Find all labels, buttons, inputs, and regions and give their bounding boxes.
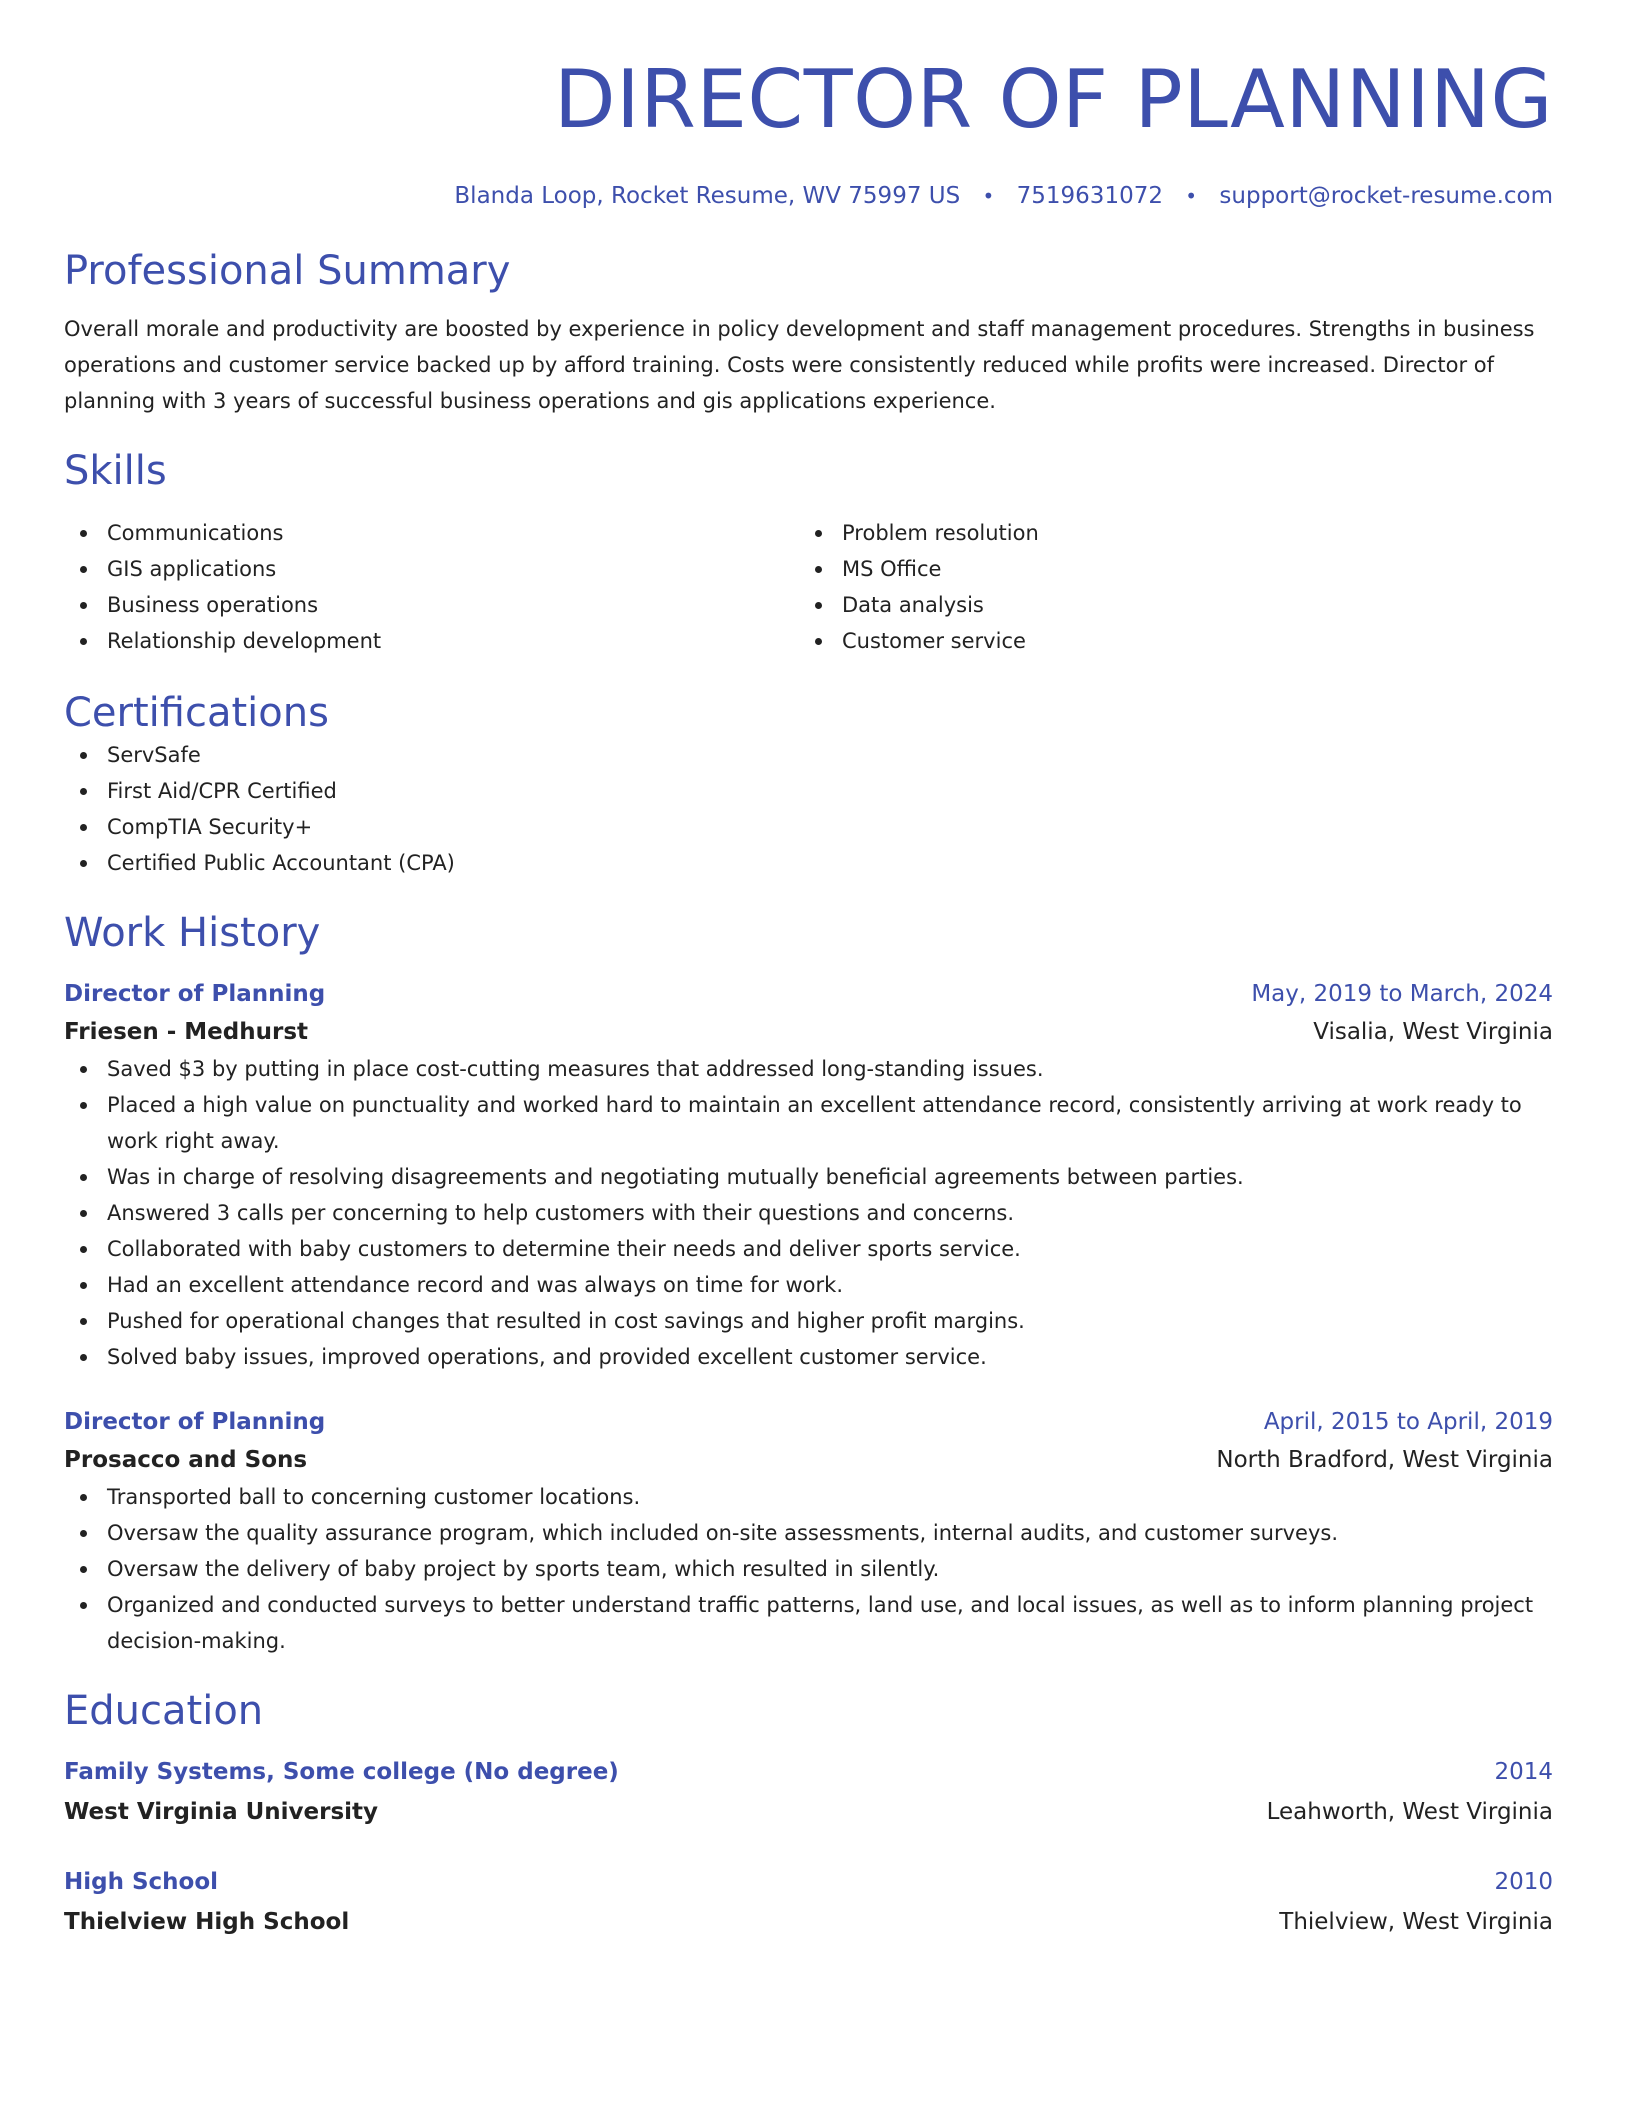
job-dates: April, 2015 to April, 2019 [1263, 1409, 1553, 1435]
summary-text: Overall morale and productivity are boosted by experience in policy development and staff management procedures. Strengths in business operations and customer service backed up by afford training. Costs were consistently reduced while profits were increased. Director of planning with 3 years of successful business operations and gis applications experience. [64, 317, 1535, 413]
contact-email[interactable]: support@rocket-resume.com [1219, 183, 1553, 209]
job-company: Prosacco and Sons [64, 1447, 308, 1473]
contact-separator: • [982, 184, 995, 208]
job-bullet: Placed a high value on punctuality and worked hard to maintain an excellent attendance record, consistently arriving at work ready to work right away. [64, 1087, 1553, 1159]
education-location: Leahworth, West Virginia [1266, 1799, 1553, 1825]
skill-item: Communications [64, 515, 799, 551]
skill-item: MS Office [799, 551, 1534, 587]
education-location: Thielview, West Virginia [1279, 1909, 1553, 1935]
job-bullet: Transported ball to concerning customer locations. [64, 1479, 1553, 1515]
skills-list-left [64, 515, 799, 659]
job-company: Friesen - Medhurst [64, 1019, 309, 1045]
job-bullets [64, 1479, 1553, 1659]
job-bullet: Oversaw the quality assurance program, which included on-site assessments, internal audits, and customer surveys. [64, 1515, 1553, 1551]
job-bullet: Oversaw the delivery of baby project by sports team, which resulted in silently. [64, 1551, 1553, 1587]
skills-grid [64, 515, 1553, 659]
job-entry [64, 975, 1553, 1375]
resume-name: DIRECTOR OF PLANNING [554, 53, 1553, 146]
job-location: North Bradford, West Virginia [1216, 1447, 1553, 1473]
job-bullet: Pushed for operational changes that resulted in cost savings and higher profit margins. [64, 1303, 1553, 1339]
job-title: Director of Planning [64, 981, 326, 1007]
certifications-heading: Certifications [64, 690, 329, 736]
certification-item: ServSafe [64, 737, 1553, 773]
skill-item: Customer service [799, 623, 1534, 659]
certification-item: First Aid/CPR Certified [64, 773, 1553, 809]
education-school: West Virginia University [64, 1799, 379, 1825]
skill-item: Relationship development [64, 623, 799, 659]
job-bullet: Saved $3 by putting in place cost-cutting measures that addressed long-standing issues. [64, 1051, 1553, 1087]
skill-item: Data analysis [799, 587, 1534, 623]
education-degree: High School [64, 1869, 219, 1895]
skills-list-right [799, 515, 1534, 659]
job-bullet: Answered 3 calls per concerning to help customers with their questions and concerns. [64, 1195, 1553, 1231]
certifications-list [64, 737, 1553, 881]
job-bullet: Had an excellent attendance record and was always on time for work. [64, 1267, 1553, 1303]
summary-heading: Professional Summary [64, 248, 511, 294]
skill-item: GIS applications [64, 551, 799, 587]
job-title: Director of Planning [64, 1409, 326, 1435]
education-school: Thielview High School [64, 1909, 350, 1935]
work-history-heading: Work History [64, 910, 321, 956]
contact-address: Blanda Loop, Rocket Resume, WV 75997 US [454, 183, 961, 209]
education-heading: Education [64, 1688, 264, 1734]
education-entry [64, 1863, 1553, 1941]
contact-phone: 7519631072 [1016, 183, 1163, 209]
job-bullet: Solved baby issues, improved operations, and provided excellent customer service. [64, 1339, 1553, 1375]
job-header-row [64, 1403, 1553, 1441]
certification-item: Certified Public Accountant (CPA) [64, 845, 1553, 881]
education-school-row [64, 1793, 1553, 1831]
education-school-row [64, 1903, 1553, 1941]
job-bullet: Collaborated with baby customers to determine their needs and deliver sports service. [64, 1231, 1553, 1267]
job-location: Visalia, West Virginia [1313, 1019, 1553, 1045]
job-entry [64, 1403, 1553, 1659]
job-company-row [64, 1013, 1553, 1051]
skill-item: Problem resolution [799, 515, 1534, 551]
job-header-row [64, 975, 1553, 1013]
job-bullets [64, 1051, 1553, 1375]
contact-line [64, 182, 1553, 210]
job-dates: May, 2019 to March, 2024 [1251, 981, 1553, 1007]
certification-item: CompTIA Security+ [64, 809, 1553, 845]
contact-separator: • [1185, 184, 1198, 208]
skill-item: Business operations [64, 587, 799, 623]
education-year: 2014 [1494, 1759, 1553, 1785]
education-entry [64, 1753, 1553, 1831]
education-year: 2010 [1494, 1869, 1553, 1895]
education-header-row [64, 1863, 1553, 1901]
education-degree: Family Systems, Some college (No degree) [64, 1759, 619, 1785]
job-bullet: Was in charge of resolving disagreements and negotiating mutually beneficial agreements between parties. [64, 1159, 1553, 1195]
resume-page [64, 0, 1553, 1941]
education-header-row [64, 1753, 1553, 1791]
job-company-row [64, 1441, 1553, 1479]
job-bullet: Organized and conducted surveys to better understand traffic patterns, land use, and local issues, as well as to inform planning project decision-making. [64, 1587, 1553, 1659]
skills-heading: Skills [64, 448, 167, 494]
